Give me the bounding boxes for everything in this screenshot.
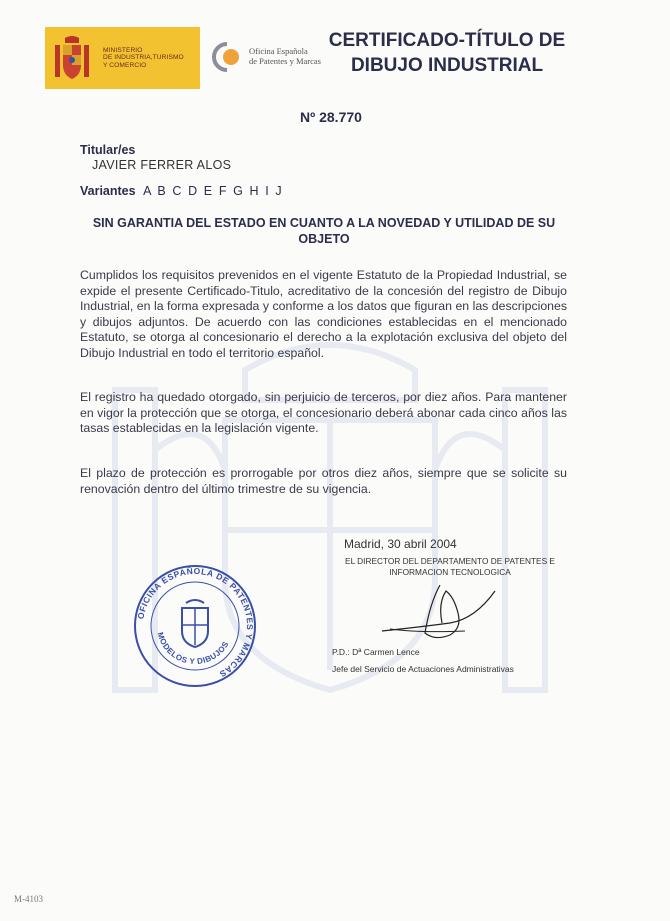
oepm-logo-icon (212, 42, 242, 72)
stamp-crest-icon (182, 600, 208, 647)
document-title: CERTIFICADO-TÍTULO DE DIBUJO INDUSTRIAL (328, 30, 566, 76)
ministry-name: MINISTERIO DE INDUSTRIA,TURISMO Y COMERCIO (103, 47, 184, 69)
body-paragraph: Cumplidos los requisitos prevenidos en el vigente Estatuto de la Propiedad Industrial, se expide el presente Certificado-Titulo, acreditativo de la concesión del registro de Dibujo Industrial, en la forma expresada y conforme a los datos que figuran en las descripciones y dibujos adjuntos. De acuerdo con las condiciones establecidas en el mencionado Estatuto, se otorga al concesionario el derecho a la explotación exclusiva del objeto del Dibujo Industrial en todo el territorio español. (80, 268, 567, 360)
signer-role: Jefe del Servicio de Actuaciones Administrativas (332, 664, 514, 674)
official-stamp (132, 563, 258, 689)
signer-name: P.D.: Dª Carmen Lence (332, 647, 420, 657)
variants-label: Variantes (80, 184, 136, 198)
body-paragraph: El registro ha quedado otorgado, sin perjuicio de terceros, por diez años. Para mantener en vigor la protección que se otorga, el concesionario deberá abonar cada cinco años las tasas establecidas en la legislación vigente. (80, 390, 567, 436)
variants-values: A B C D E F G H I J (143, 184, 284, 198)
ministry-logo-block (45, 27, 200, 89)
disclaimer-heading: SIN GARANTIA DEL ESTADO EN CUANTO A LA NOVEDAD Y UTILIDAD DE SU OBJETO (92, 216, 556, 246)
holder-label: Titular/es (80, 143, 136, 157)
svg-text:MODELOS Y DIBUJOS: MODELOS Y DIBUJOS (155, 631, 231, 667)
body-paragraph: El plazo de protección es prorrogable por otros diez años, siempre que se solicite su renovación dentro del último trimestre de su vigencia. (80, 466, 567, 496)
form-code: M-4103 (14, 894, 43, 904)
certificate-number: Nº 28.770 (300, 109, 362, 125)
handwritten-signature (380, 583, 500, 643)
variants-row (80, 184, 283, 198)
place-date: Madrid, 30 abril 2004 (344, 537, 457, 551)
svg-text:OFICINA ESPAÑOLA DE PATENTES Y: OFICINA ESPAÑOLA DE PATENTES Y MARCAS (135, 565, 256, 680)
holder-name: JAVIER FERRER ALOS (92, 158, 232, 172)
office-name: Oficina Española de Patentes y Marcas (249, 46, 321, 66)
director-title: EL DIRECTOR DEL DEPARTAMENTO DE PATENTES E INFORMACION TECNOLOGICA (345, 556, 555, 577)
spanish-coat-of-arms-icon (53, 35, 91, 81)
